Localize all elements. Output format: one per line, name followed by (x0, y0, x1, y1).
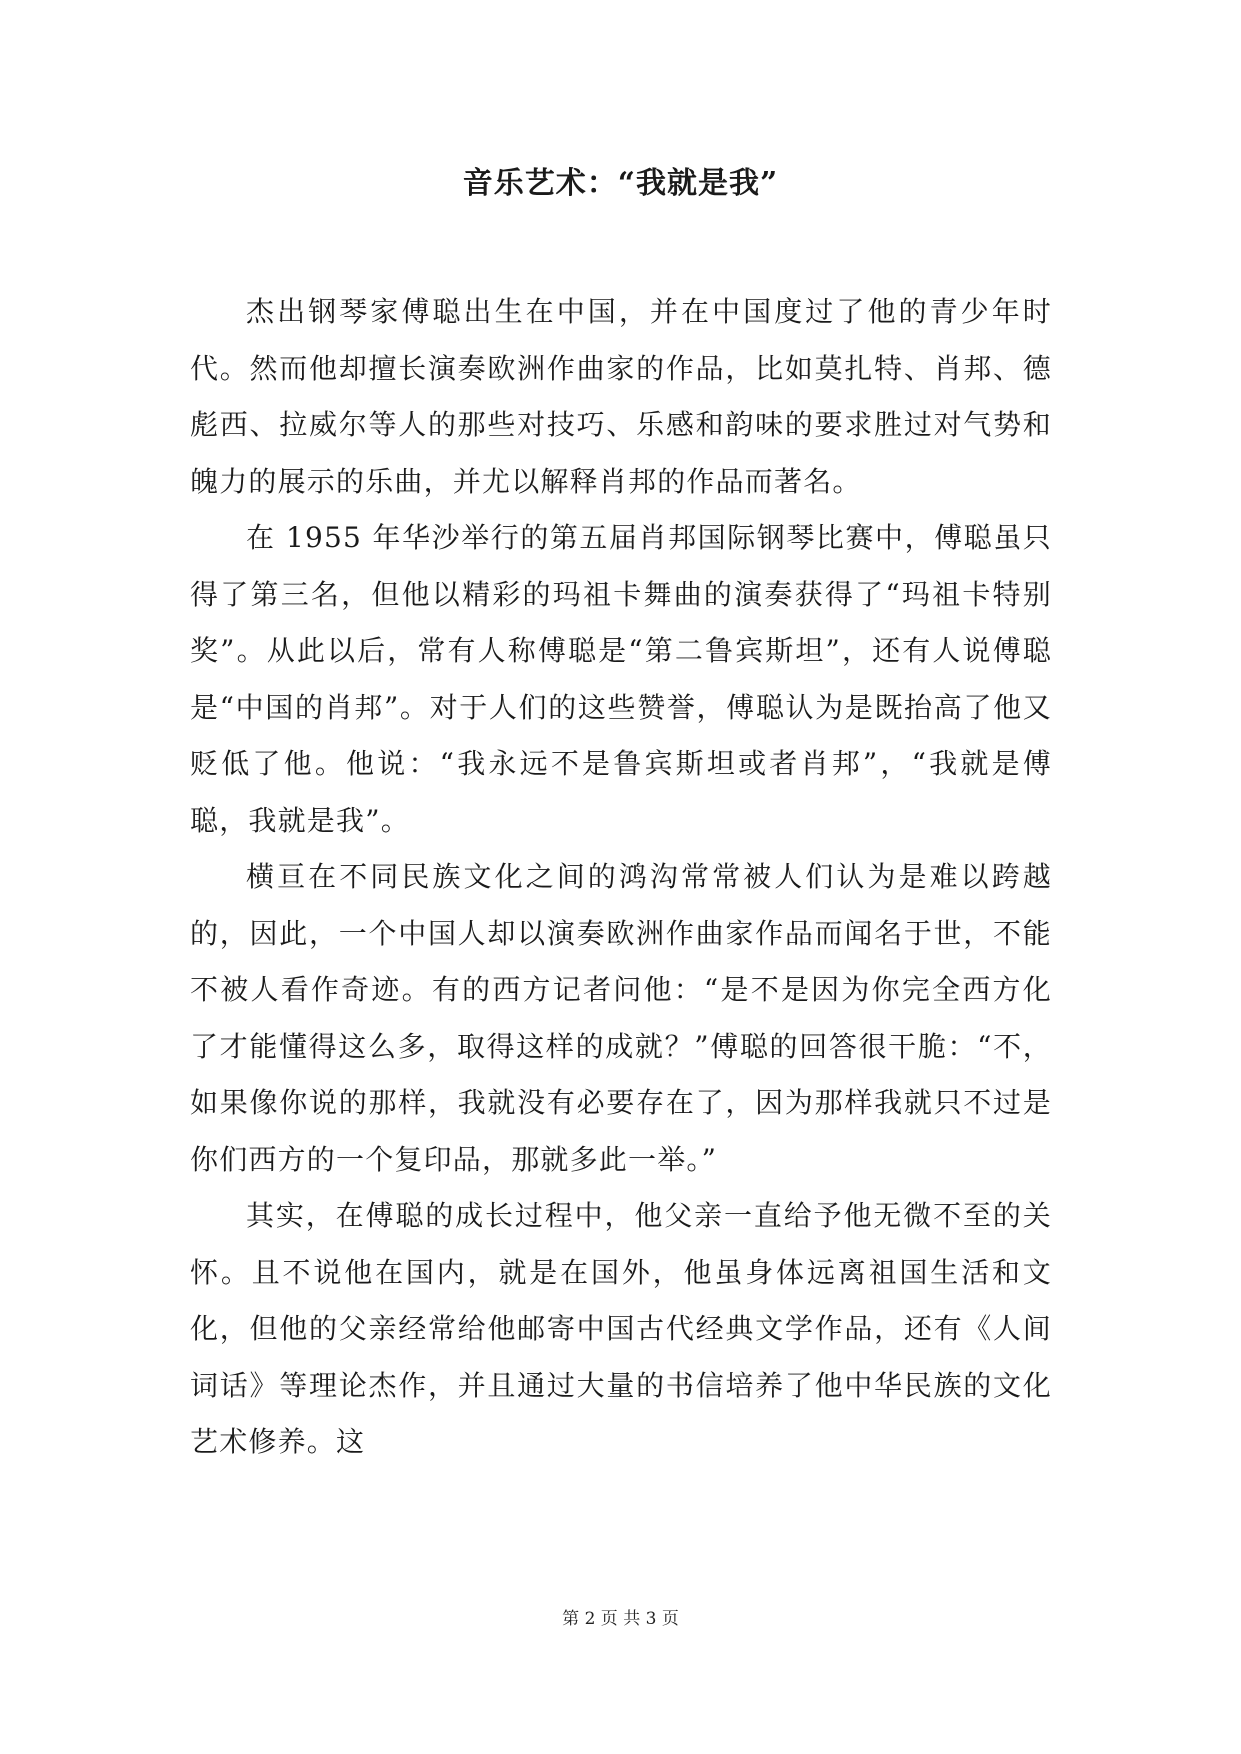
page-title: 音乐艺术：“我就是我” (462, 166, 779, 201)
paragraph-1: 杰出钢琴家傅聪出生在中国，并在中国度过了他的青少年时代。然而他却擅长演奏欧洲作曲家的作品，比如莫扎特、肖邦、德彪西、拉威尔等人的那些对技巧、乐感和韵味的要求胜过对气势和魄力的展示的乐曲，并尤以解释肖邦的作品而著名。 (190, 295, 1052, 498)
page-number-footer: 第 2 页 共 3 页 (562, 1609, 679, 1629)
paragraph-2: 在 1955 年华沙举行的第五届肖邦国际钢琴比赛中，傅聪虽只得了第三名，但他以精彩的玛祖卡舞曲的演奏获得了“玛祖卡特别奖”。从此以后，常有人称傅聪是“第二鲁宾斯坦”，还有人说傅聪是“中国的肖邦”。对于人们的这些赞誉，傅聪认为是既抬高了他又贬低了他。他说：“我永远不是鲁宾斯坦或者肖邦”，“我就是傅聪，我就是我”。 (190, 521, 1052, 837)
paragraph-3: 横亘在不同民族文化之间的鸿沟常常被人们认为是难以跨越的，因此，一个中国人却以演奏欧洲作曲家作品而闻名于世，不能不被人看作奇迹。有的西方记者问他：“是不是因为你完全西方化了才能懂得这么多，取得这样的成就？”傅聪的回答很干脆：“不，如果像你说的那样，我就没有必要存在了，因为那样我就只不过是你们西方的一个复印品，那就多此一举。” (190, 860, 1052, 1176)
paragraph-4: 其实，在傅聪的成长过程中，他父亲一直给予他无微不至的关怀。且不说他在国内，就是在国外，他虽身体远离祖国生活和文化，但他的父亲经常给他邮寄中国古代经典文学作品，还有《人间词话》等理论杰作，并且通过大量的书信培养了他中华民族的文化艺术修养。这 (190, 1199, 1052, 1458)
article-body (190, 284, 1052, 1471)
